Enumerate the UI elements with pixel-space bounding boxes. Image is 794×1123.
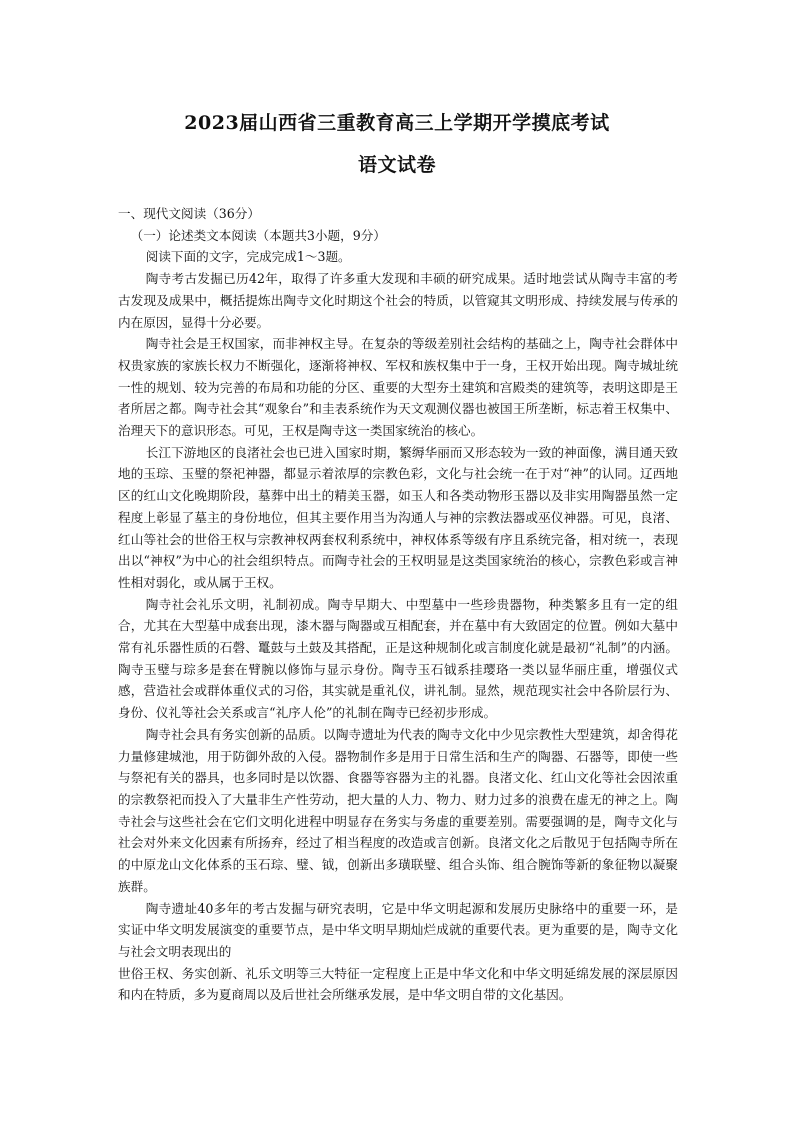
paragraph-continuation: 世俗王权、务实创新、礼乐文明等三大特征一定程度上正是中华文化和中华文明延绵发展的深层原因和内在特质，多为夏商周以及后世社会所继承发展，是中华文明自带的文化基因。 xyxy=(118,965,678,1003)
paragraph: 长江下游地区的良渚社会也已进入国家时期，繁缛华丽而又形态较为一致的神面像，满目通天致地的玉琮、玉璧的祭祀神器，都显示着浓厚的宗教色彩，文化与社会统一在于对“神”的认同。辽西地区的红山文化晚期阶段，墓葬中出土的精美玉器，如玉人和各类动物形玉器以及非实用陶器虽然一定程度上彰显了墓主的身份地位，但其主要作用当为沟通人与神的宗教法器或巫仪神器。可见，良渚、红山等社会的世俗王权与宗教神权两套权利系统中，神权体系等级有序且系统完备，相对统一，表现出以“神权”为中心的社会组织特点。而陶寺社会的王权明显是这类国家统治的核心，宗教色彩或言神性相对弱化，或从属于王权。 xyxy=(118,444,678,590)
paragraph: 陶寺社会具有务实创新的品质。以陶寺遗址为代表的陶寺文化中少见宗教性大型建筑，却舍得花力量修建城池，用于防御外敌的入侵。器物制作多是用于日常生活和生产的陶器、石器等，即使一些与祭祀有关的器具，也多同时是以饮器、食器等容器为主的礼器。良渚文化、红山文化等社会因浓重的宗教祭祀而投入了大量非生产性劳动，把大量的人力、物力、财力过多的浪费在虚无的神之上。陶寺社会与这些社会在它们文明化进程中明显存在务实与务虚的重要差别。需要强调的是，陶寺文化与社会对外来文化因素有所扬弃，经过了相当程度的改造或言创新。良渚文化之后散见于包括陶寺所在的中原龙山文化体系的玉石琮、璧、钺，创新出多璜联璧、组合头饰、组合腕饰等新的象征物以凝聚族群。 xyxy=(118,726,678,894)
paragraph: 陶寺社会是王权国家，而非神权主导。在复杂的等级差别社会结构的基础之上，陶寺社会群体中权贵家族的家族长权力不断强化，逐渐将神权、军权和族权集中于一身，王权开始出现。陶寺城址统一性的规划、较为完善的布局和功能的分区、重要的大型夯土建筑和宫殿类的建筑等，表明这即是王者所居之都。陶寺社会其“观象台”和圭表系统作为天文观测仪器也被国王所垄断，标志着王权集中、治理天下的意识形态。可见，王权是陶寺这一类国家统治的核心。 xyxy=(118,336,678,439)
paragraph: 陶寺考古发掘已历42年，取得了许多重大发现和丰硕的研究成果。适时地尝试从陶寺丰富的考古发现及成果中，概括提炼出陶寺文化时期这个社会的特质，以管窥其文明形成、持续发展与传承的内在原因，显得十分必要。 xyxy=(118,271,678,330)
subsection-heading: （一）论述类文本阅读（本题共3小题，9分） xyxy=(130,227,386,243)
exam-body xyxy=(118,203,678,1006)
exam-title: 2023届山西省三重教育高三上学期开学摸底考试 xyxy=(184,112,610,134)
section-heading: 一、现代文阅读（36分） xyxy=(118,206,260,221)
paragraph: 陶寺遗址40多年的考古发掘与研究表明，它是中华文明起源和发展历史脉络中的重要一环，是实证中华文明发展演变的重要节点，是中华文明早期灿烂成就的重要代表。更为重要的是，陶寺文化与社会文明表现出的 xyxy=(118,900,678,959)
reading-instruction: 阅读下面的文字，完成完成1～3题。 xyxy=(145,249,351,265)
paragraph: 陶寺社会礼乐文明，礼制初成。陶寺早期大、中型墓中一些珍贵器物，种类繁多且有一定的组合，尤其在大型墓中成套出现，漆木器与陶器或互相配套，并在墓中有大致固定的位置。例如大墓中常有礼乐器性质的石磬、鼍鼓与土鼓及其搭配，正是这种规制化或言制度化就是最初“礼制”的内涵。陶寺玉璧与琮多是套在臂腕以修饰与显示身份。陶寺玉石钺系挂璎珞一类以显华丽庄重，增强仪式感，营造社会或群体重仪式的习俗，其实就是重礼仪，讲礼制。显然，规范现实社会中各阶层行为、身份、仪礼等社会关系或言“礼序人伦”的礼制在陶寺已经初步形成。 xyxy=(118,596,678,721)
exam-subtitle: 语文试卷 xyxy=(357,154,436,176)
